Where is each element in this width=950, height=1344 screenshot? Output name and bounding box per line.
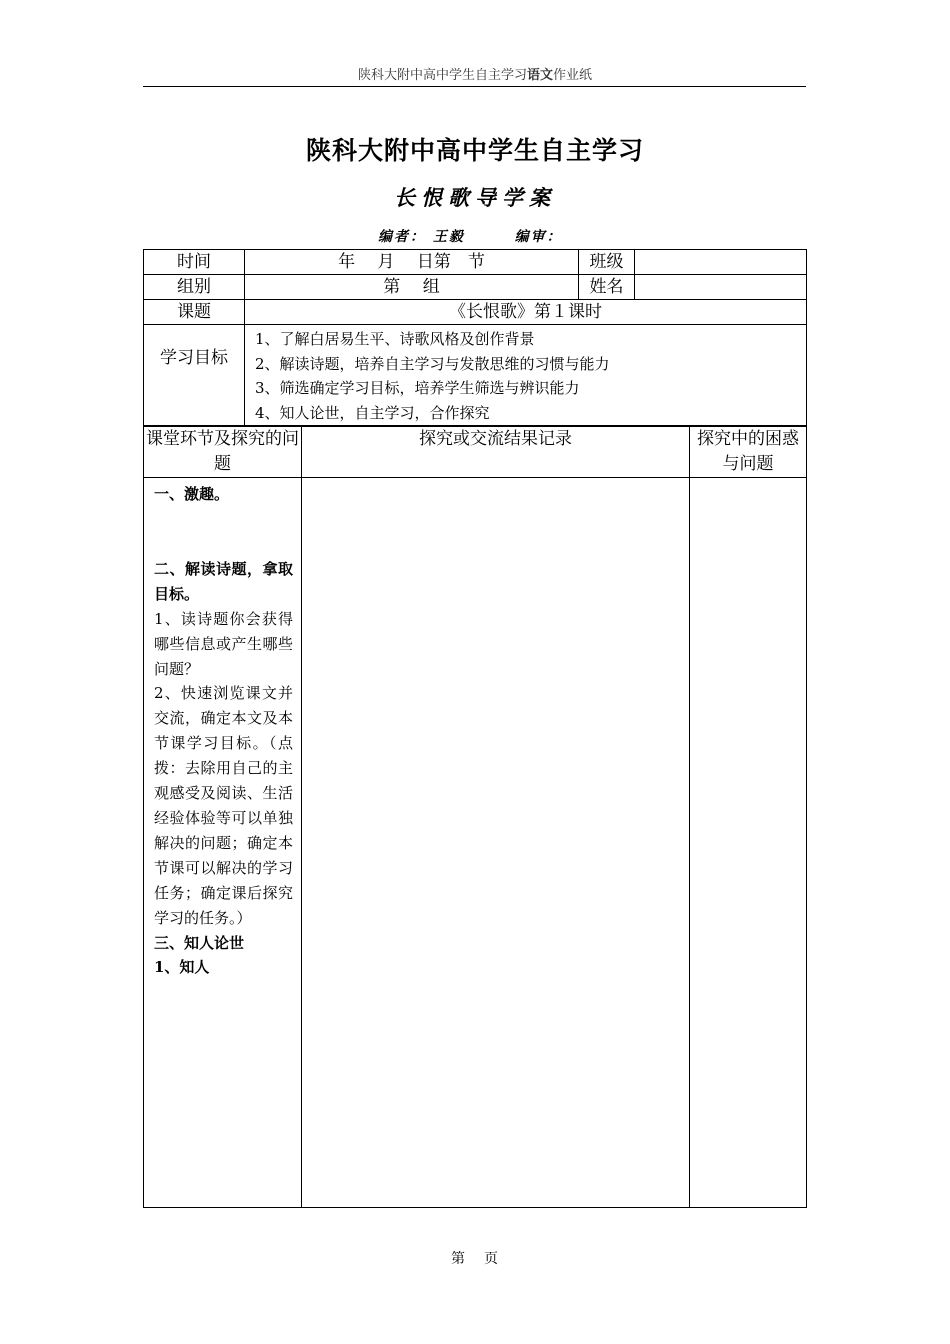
questions-cell[interactable] bbox=[690, 478, 807, 1208]
steps-cell bbox=[144, 478, 302, 1208]
goals-list bbox=[245, 325, 807, 426]
section-title: 三、知人论世 bbox=[154, 933, 245, 952]
header-text-suffix: 作业纸 bbox=[553, 68, 593, 83]
header-rule bbox=[143, 86, 806, 87]
col-header-records: 探究或交流结果记录 bbox=[302, 427, 690, 478]
class-value[interactable] bbox=[635, 250, 807, 275]
page-header bbox=[0, 64, 950, 83]
col-header-questions: 探究中的困惑与问题 bbox=[690, 427, 807, 478]
time-label: 时间 bbox=[144, 250, 245, 275]
goals-label: 学习目标 bbox=[144, 325, 245, 426]
document-subtitle: 长恨歌导学案 bbox=[394, 185, 556, 210]
author-name: 王毅 bbox=[432, 229, 465, 245]
document-title: 陕科大附中高中学生自主学习 bbox=[305, 136, 644, 165]
group-label: 组别 bbox=[144, 275, 245, 300]
name-value[interactable] bbox=[635, 275, 807, 300]
name-label: 姓名 bbox=[579, 275, 635, 300]
info-table bbox=[143, 249, 807, 426]
class-label: 班级 bbox=[579, 250, 635, 275]
goal-item: 1、了解白居易生平、诗歌风格及创作背景 bbox=[255, 330, 535, 348]
page-number-prefix: 第 bbox=[451, 1251, 466, 1267]
question-text: 1、读诗题你会获得哪些信息或产生哪些问题？ bbox=[154, 609, 293, 678]
study-table-header bbox=[144, 427, 807, 478]
author-label: 编者： bbox=[378, 229, 426, 245]
info-row-group bbox=[144, 275, 807, 300]
time-value[interactable]: 年 月 日第 节 bbox=[245, 250, 579, 275]
header-text-prefix: 陕科大附中高中学生自主学习 bbox=[357, 68, 527, 83]
group-value[interactable]: 第 组 bbox=[245, 275, 579, 300]
goal-item: 4、知人论世，自主学习，合作探究 bbox=[255, 403, 490, 422]
topic-label: 课题 bbox=[144, 300, 245, 325]
records-cell[interactable] bbox=[302, 478, 690, 1208]
reviewer-label: 编审： bbox=[514, 229, 563, 245]
sub-item: 1、知人 bbox=[154, 958, 210, 977]
info-row-goals bbox=[144, 325, 807, 426]
question-text: 2、快速浏览课文并交流，确定本文及本节课学习目标。（点拨：去除用自己的主观感受及阅读、生活经验体验等可以单独解决的问题；确定本节课可以解决的学习任务；确定课后探究学习的任务。） bbox=[154, 684, 293, 927]
header-text-subject: 语文 bbox=[526, 68, 553, 83]
info-row-time bbox=[144, 250, 807, 275]
goal-item: 2、解读诗题，培养自主学习与发散思维的习惯与能力 bbox=[255, 354, 610, 373]
editor-line bbox=[378, 226, 563, 246]
info-row-topic bbox=[144, 300, 807, 325]
page-footer bbox=[0, 1248, 950, 1268]
goal-item: 3、筛选确定学习目标，培养学生筛选与辨识能力 bbox=[255, 379, 580, 397]
col-header-steps: 课堂环节及探究的问题 bbox=[144, 427, 302, 478]
section-title: 一、激趣。 bbox=[154, 485, 230, 503]
study-table bbox=[143, 426, 807, 1208]
section-title: 二、解读诗题，拿取目标。 bbox=[154, 559, 293, 603]
page-number-suffix: 页 bbox=[484, 1251, 499, 1267]
topic-value: 《长恨歌》第１课时 bbox=[245, 300, 807, 325]
study-table-body bbox=[144, 478, 807, 1208]
